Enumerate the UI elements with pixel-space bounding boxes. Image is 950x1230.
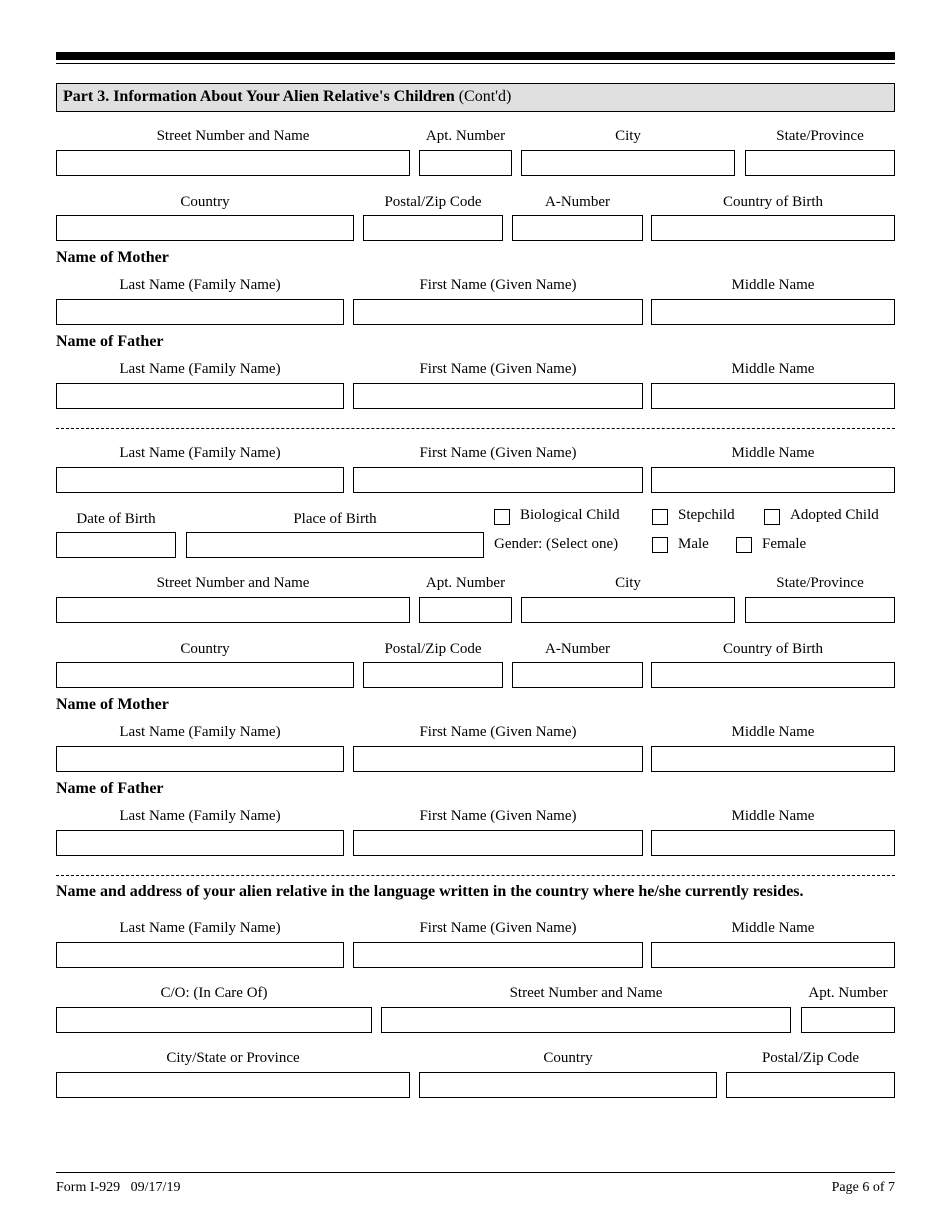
care-of-input[interactable] — [57, 1008, 371, 1032]
father-first-label: First Name (Given Name) — [419, 361, 577, 377]
mother-last-input-2[interactable] — [57, 747, 343, 771]
top-thin-rule — [56, 63, 895, 64]
stepchild-label: Stepchild — [678, 507, 735, 523]
mother-first-field-2[interactable] — [353, 746, 643, 772]
mother-heading-2: Name of Mother — [56, 696, 169, 713]
child-middle-input[interactable] — [652, 468, 894, 492]
country-field-2[interactable] — [56, 662, 354, 688]
native-middle-label: Middle Name — [731, 920, 815, 936]
mother-last-field-2[interactable] — [56, 746, 344, 772]
male-checkbox[interactable] — [652, 537, 668, 553]
country-birth-input-2[interactable] — [652, 663, 894, 687]
father-middle-field[interactable] — [651, 383, 895, 409]
native-apt-field[interactable] — [801, 1007, 895, 1033]
biological-label: Biological Child — [520, 507, 620, 523]
native-postal-label: Postal/Zip Code — [761, 1050, 860, 1066]
street-input-2[interactable] — [57, 598, 409, 622]
mother-middle-input[interactable] — [652, 300, 894, 324]
city-input-2[interactable] — [522, 598, 734, 622]
father-middle-field-2[interactable] — [651, 830, 895, 856]
father-middle-label-2: Middle Name — [731, 808, 815, 824]
country-birth-input[interactable] — [652, 216, 894, 240]
father-last-field-2[interactable] — [56, 830, 344, 856]
native-first-field[interactable] — [353, 942, 643, 968]
apt-input[interactable] — [420, 151, 511, 175]
city-label: City — [615, 128, 641, 144]
stepchild-checkbox[interactable] — [652, 509, 668, 525]
father-middle-input-2[interactable] — [652, 831, 894, 855]
native-postal-input[interactable] — [727, 1073, 894, 1097]
native-street-label: Street Number and Name — [509, 985, 663, 1001]
child-middle-field[interactable] — [651, 467, 895, 493]
pob-input[interactable] — [187, 533, 483, 557]
child-last-input[interactable] — [57, 468, 343, 492]
city-label-2: City — [615, 575, 641, 591]
apt-field[interactable] — [419, 150, 512, 176]
mother-last-label: Last Name (Family Name) — [119, 277, 281, 293]
mother-first-field[interactable] — [353, 299, 643, 325]
footer-rule — [56, 1172, 895, 1173]
mother-middle-input-2[interactable] — [652, 747, 894, 771]
divider-dashed — [56, 428, 895, 429]
native-first-label: First Name (Given Name) — [419, 920, 577, 936]
child-middle-label: Middle Name — [731, 445, 815, 461]
state-input-2[interactable] — [746, 598, 894, 622]
mother-middle-label: Middle Name — [731, 277, 815, 293]
mother-first-label: First Name (Given Name) — [419, 277, 577, 293]
anumber-input-2[interactable] — [513, 663, 642, 687]
street-label: Street Number and Name — [156, 128, 310, 144]
part-header — [56, 83, 895, 112]
mother-first-input[interactable] — [354, 300, 642, 324]
native-country-label: Country — [543, 1050, 593, 1066]
father-heading-2: Name of Father — [56, 780, 164, 797]
dob-field[interactable] — [56, 532, 176, 558]
child-last-label: Last Name (Family Name) — [119, 445, 281, 461]
postal-label-2: Postal/Zip Code — [384, 641, 482, 657]
postal-field[interactable] — [363, 215, 503, 241]
postal-input-2[interactable] — [364, 663, 502, 687]
apt-label: Apt. Number — [425, 128, 506, 144]
mother-last-input[interactable] — [57, 300, 343, 324]
father-middle-input[interactable] — [652, 384, 894, 408]
mother-middle-label-2: Middle Name — [731, 724, 815, 740]
native-street-input[interactable] — [382, 1008, 790, 1032]
anumber-input[interactable] — [513, 216, 642, 240]
street-input[interactable] — [57, 151, 409, 175]
mother-first-input-2[interactable] — [354, 747, 642, 771]
country-label: Country — [180, 194, 230, 210]
mother-heading: Name of Mother — [56, 249, 169, 266]
country-birth-label-2: Country of Birth — [723, 641, 823, 657]
native-apt-input[interactable] — [802, 1008, 894, 1032]
anumber-field-2[interactable] — [512, 662, 643, 688]
country-label-2: Country — [180, 641, 230, 657]
mother-middle-field[interactable] — [651, 299, 895, 325]
city-field[interactable] — [521, 150, 735, 176]
father-first-field-2[interactable] — [353, 830, 643, 856]
postal-field-2[interactable] — [363, 662, 503, 688]
mother-middle-field-2[interactable] — [651, 746, 895, 772]
form-id: Form I-929 09/17/19 — [56, 1180, 181, 1195]
street-label-2: Street Number and Name — [156, 575, 310, 591]
father-last-field[interactable] — [56, 383, 344, 409]
child-last-field[interactable] — [56, 467, 344, 493]
postal-label: Postal/Zip Code — [384, 194, 482, 210]
street-field[interactable] — [56, 150, 410, 176]
child-first-label: First Name (Given Name) — [419, 445, 577, 461]
native-middle-input[interactable] — [652, 943, 894, 967]
country-birth-field[interactable] — [651, 215, 895, 241]
child-first-input[interactable] — [354, 468, 642, 492]
native-street-field[interactable] — [381, 1007, 791, 1033]
country-field[interactable] — [56, 215, 354, 241]
dob-input[interactable] — [57, 533, 175, 557]
country-birth-label: Country of Birth — [723, 194, 823, 210]
adopted-label: Adopted Child — [790, 507, 879, 523]
country-input-2[interactable] — [57, 663, 353, 687]
anumber-label: A-Number — [545, 194, 610, 210]
father-first-label-2: First Name (Given Name) — [419, 808, 577, 824]
city-state-input[interactable] — [57, 1073, 409, 1097]
country-input[interactable] — [57, 216, 353, 240]
native-apt-label: Apt. Number — [808, 985, 888, 1001]
biological-checkbox[interactable] — [494, 509, 510, 525]
postal-input[interactable] — [364, 216, 502, 240]
native-language-heading: Name and address of your alien relative in the language written in the country where he/she currently resides. — [56, 883, 804, 900]
child-first-field[interactable] — [353, 467, 643, 493]
native-country-field[interactable] — [419, 1072, 717, 1098]
anumber-label-2: A-Number — [545, 641, 610, 657]
native-last-field[interactable] — [56, 942, 344, 968]
anumber-field[interactable] — [512, 215, 643, 241]
father-first-input-2[interactable] — [354, 831, 642, 855]
street-field-2[interactable] — [56, 597, 410, 623]
state-label: State/Province — [776, 128, 864, 144]
mother-first-label-2: First Name (Given Name) — [419, 724, 577, 740]
mother-last-label-2: Last Name (Family Name) — [119, 724, 281, 740]
mother-last-field[interactable] — [56, 299, 344, 325]
part-title: Part 3. Information About Your Alien Relative's Children — [63, 88, 455, 105]
pob-field[interactable] — [186, 532, 484, 558]
father-last-input[interactable] — [57, 384, 343, 408]
female-checkbox[interactable] — [736, 537, 752, 553]
care-of-field[interactable] — [56, 1007, 372, 1033]
apt-label-2: Apt. Number — [425, 575, 506, 591]
father-first-field[interactable] — [353, 383, 643, 409]
state-field[interactable] — [745, 150, 895, 176]
father-last-label: Last Name (Family Name) — [119, 361, 281, 377]
native-last-label: Last Name (Family Name) — [119, 920, 281, 936]
city-field-2[interactable] — [521, 597, 735, 623]
part-title-suffix: (Cont'd) — [458, 88, 512, 105]
father-heading: Name of Father — [56, 333, 164, 350]
father-middle-label: Middle Name — [731, 361, 815, 377]
father-last-label-2: Last Name (Family Name) — [119, 808, 281, 824]
native-last-input[interactable] — [57, 943, 343, 967]
city-state-field[interactable] — [56, 1072, 410, 1098]
apt-field-2[interactable] — [419, 597, 512, 623]
native-middle-field[interactable] — [651, 942, 895, 968]
pob-label: Place of Birth — [293, 511, 377, 527]
state-field-2[interactable] — [745, 597, 895, 623]
care-of-label: C/O: (In Care Of) — [160, 985, 268, 1001]
city-state-label: City/State or Province — [166, 1050, 300, 1066]
page-number: Page 6 of 7 — [831, 1180, 895, 1195]
native-first-input[interactable] — [354, 943, 642, 967]
apt-input-2[interactable] — [420, 598, 511, 622]
top-thick-rule — [56, 52, 895, 60]
divider-dashed-2 — [56, 875, 895, 876]
father-first-input[interactable] — [354, 384, 642, 408]
country-birth-field-2[interactable] — [651, 662, 895, 688]
female-label: Female — [762, 536, 807, 552]
state-label-2: State/Province — [776, 575, 864, 591]
male-label: Male — [678, 536, 709, 552]
native-postal-field[interactable] — [726, 1072, 895, 1098]
dob-label: Date of Birth — [76, 511, 156, 527]
city-input[interactable] — [522, 151, 734, 175]
adopted-checkbox[interactable] — [764, 509, 780, 525]
gender-label: Gender: (Select one) — [494, 536, 619, 552]
native-country-input[interactable] — [420, 1073, 716, 1097]
father-last-input-2[interactable] — [57, 831, 343, 855]
state-input[interactable] — [746, 151, 894, 175]
